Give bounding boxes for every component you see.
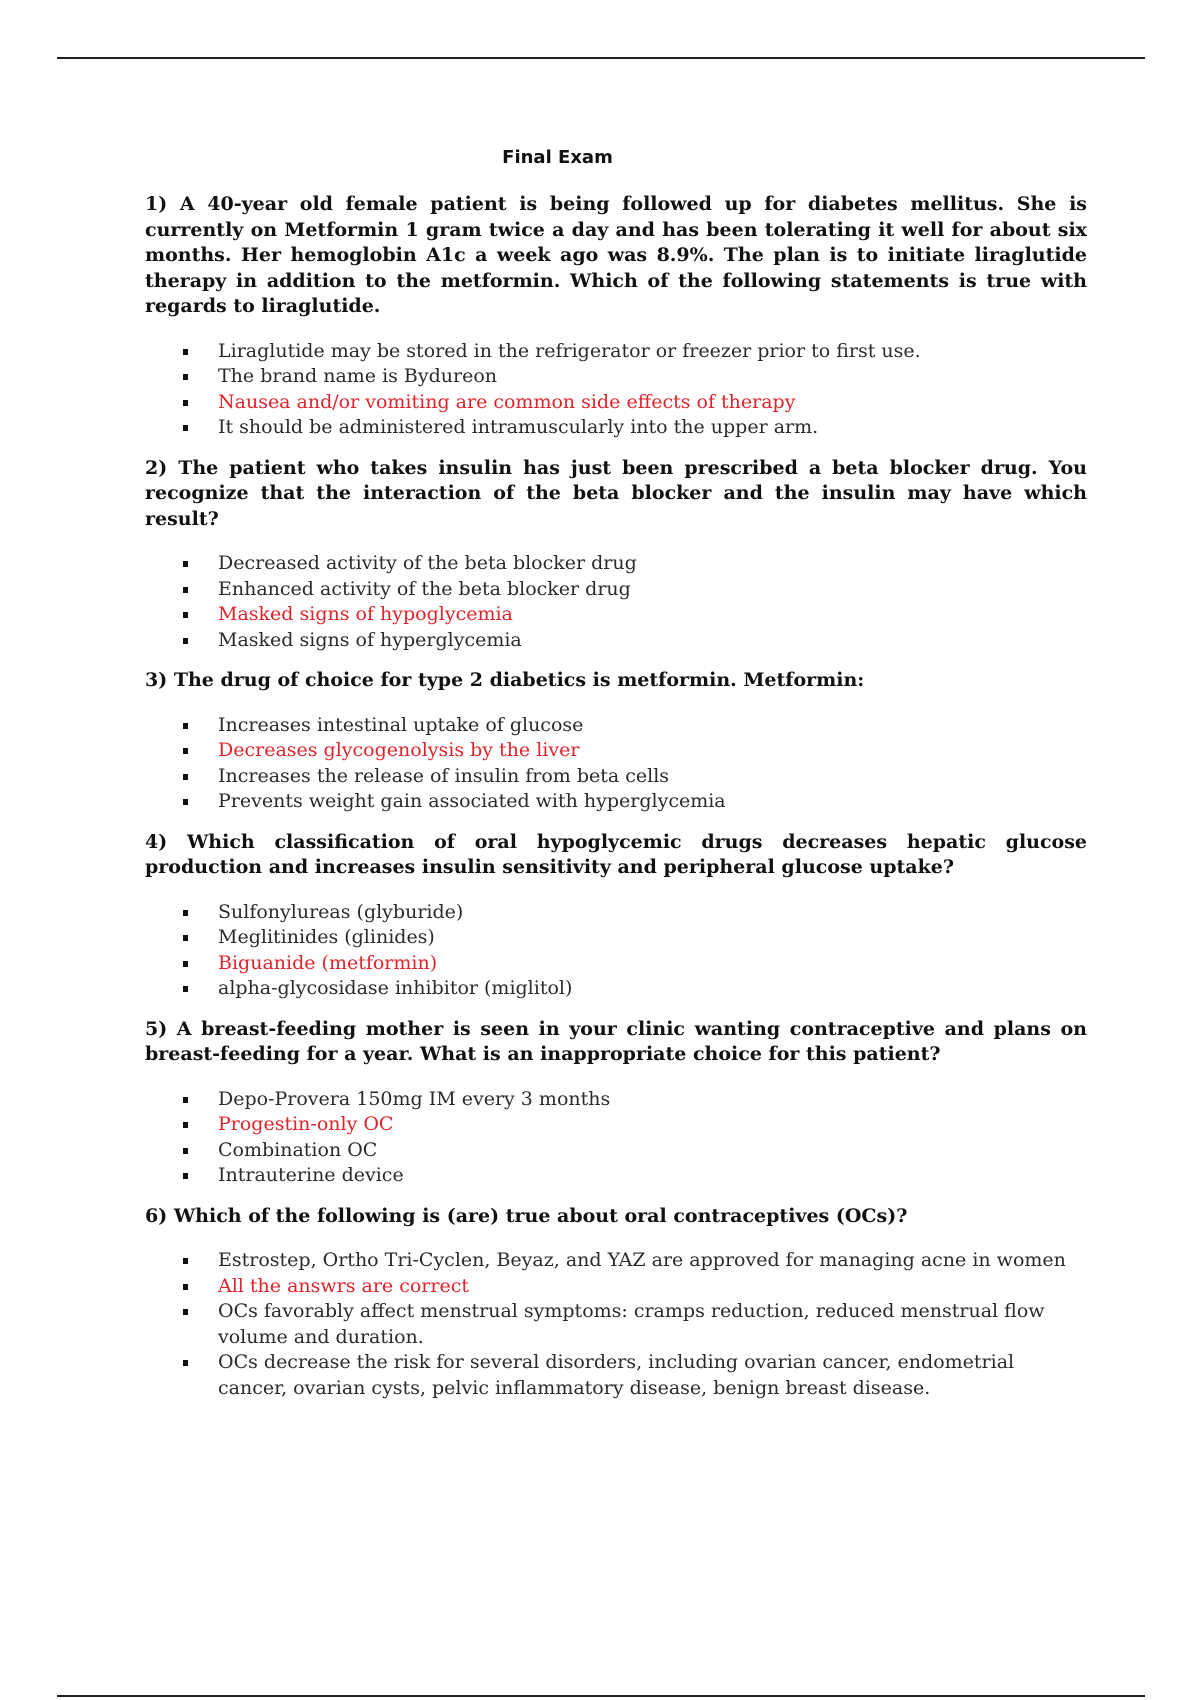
answer-option xyxy=(145,1350,1087,1401)
answer-text: Meglitinides (glinides) xyxy=(218,926,435,948)
answer-list-1 xyxy=(145,339,1087,441)
answer-option xyxy=(145,1299,1087,1350)
bullet-icon xyxy=(183,1258,188,1264)
answer-list-6 xyxy=(145,1248,1087,1401)
bottom-rule xyxy=(57,1695,1145,1697)
answer-option xyxy=(145,628,1087,654)
bullet-icon xyxy=(183,910,188,916)
answer-option xyxy=(145,789,1087,815)
question-5: 5) A breast-feeding mother is seen in your clinic wanting contraceptive and plans on breast-feeding for a year. What is an inappropriate choice for this patient? xyxy=(145,1017,1087,1065)
bullet-icon xyxy=(183,1309,188,1315)
answer-option xyxy=(145,577,1087,603)
answer-text: Intrauterine device xyxy=(218,1164,404,1186)
bullet-icon xyxy=(183,723,188,729)
bullet-icon xyxy=(183,799,188,805)
bullet-icon xyxy=(183,1284,188,1290)
answer-text: Progestin-only OC xyxy=(218,1113,394,1135)
bullet-icon xyxy=(183,587,188,593)
answer-option xyxy=(145,339,1087,365)
answer-text: Increases intestinal uptake of glucose xyxy=(218,713,584,736)
answer-option xyxy=(145,1087,1087,1113)
answer-option xyxy=(145,551,1087,577)
answer-option-correct xyxy=(145,738,1087,764)
answer-text: Decreases glycogenolysis by the liver xyxy=(218,739,580,761)
question-6: 6) Which of the following is (are) true about oral contraceptives (OCs)? xyxy=(145,1204,908,1227)
answer-text: Nausea and/or vomiting are common side effects of therapy xyxy=(218,390,796,413)
answer-option-correct xyxy=(145,1112,1087,1138)
answer-text: Depo-Provera 150mg IM every 3 months xyxy=(218,1087,611,1110)
answer-text: Liraglutide may be stored in the refrigerator or freezer prior to first use. xyxy=(218,339,921,362)
answer-option xyxy=(145,364,1087,390)
answer-option xyxy=(145,764,1087,790)
top-rule xyxy=(57,57,1145,59)
answer-text: It should be administered intramuscularly into the upper arm. xyxy=(218,416,819,438)
answer-option xyxy=(145,925,1087,951)
answer-text: Estrostep, Ortho Tri-Cyclen, Beyaz, and YAZ are approved for managing acne in women xyxy=(218,1249,1066,1271)
answer-text: The brand name is Bydureon xyxy=(218,365,498,387)
answer-text: Enhanced activity of the beta blocker drug xyxy=(218,577,631,600)
answer-option xyxy=(145,900,1087,926)
answer-option-correct xyxy=(145,390,1087,416)
bullet-icon xyxy=(183,349,188,355)
bullet-icon xyxy=(183,612,188,618)
bullet-icon xyxy=(183,774,188,780)
answer-option xyxy=(145,1248,1087,1274)
answer-list-3 xyxy=(145,713,1087,815)
answer-option-correct xyxy=(145,602,1087,628)
answer-option xyxy=(145,415,1087,441)
bullet-icon xyxy=(183,1097,188,1103)
bullet-icon xyxy=(183,425,188,431)
answer-option xyxy=(145,1138,1087,1164)
answer-text: alpha-glycosidase inhibitor (miglitol) xyxy=(218,977,573,999)
bullet-icon xyxy=(183,374,188,380)
answer-list-5 xyxy=(145,1087,1087,1189)
answer-text: OCs decrease the risk for several disorders, including ovarian cancer, endometrial cancer, ovarian cysts, pelvic inflammatory disease, benign breast disease. xyxy=(218,1351,1015,1399)
answer-option-correct xyxy=(145,951,1087,977)
bullet-icon xyxy=(183,748,188,754)
question-3: 3) The drug of choice for type 2 diabetics is metformin. Metformin: xyxy=(145,669,865,691)
answer-option xyxy=(145,1163,1087,1189)
bullet-icon xyxy=(183,1148,188,1154)
answer-text: Biguanide (metformin) xyxy=(218,951,438,974)
answer-text: All the answrs are correct xyxy=(218,1274,469,1297)
bullet-icon xyxy=(183,400,188,406)
question-2: 2) The patient who takes insulin has just been prescribed a beta blocker drug. You recognize that the interaction of the beta blocker and the insulin may have which result? xyxy=(145,456,1087,530)
bullet-icon xyxy=(183,638,188,644)
answer-text: Masked signs of hypoglycemia xyxy=(218,603,513,625)
bullet-icon xyxy=(183,1173,188,1179)
bullet-icon xyxy=(183,935,188,941)
bullet-icon xyxy=(183,1122,188,1128)
answer-list-2 xyxy=(145,551,1087,653)
bullet-icon xyxy=(183,1360,188,1366)
answer-text: Decreased activity of the beta blocker drug xyxy=(218,552,637,574)
question-1: 1) A 40-year old female patient is being followed up for diabetes mellitus. She is currently on Metformin 1 gram twice a day and has been tolerating it well for about six months. Her hemoglobin A1c a week ago was 8.9%. The plan is to initiate liraglutide therapy in addition to the metformin. Which of the following statements is true with regards to liraglutide. xyxy=(145,193,1087,317)
answer-list-4 xyxy=(145,900,1087,1002)
answer-text: Combination OC xyxy=(218,1138,378,1161)
bullet-icon xyxy=(183,961,188,967)
answer-text: Increases the release of insulin from beta cells xyxy=(218,764,670,787)
bullet-icon xyxy=(183,561,188,567)
answer-text: OCs favorably affect menstrual symptoms: cramps reduction, reduced menstrual flow volume and duration. xyxy=(218,1300,1045,1348)
answer-option-correct xyxy=(145,1274,1087,1300)
answer-text: Masked signs of hyperglycemia xyxy=(218,628,522,651)
answer-text: Prevents weight gain associated with hyperglycemia xyxy=(218,790,726,812)
question-4: 4) Which classification of oral hypoglycemic drugs decreases hepatic glucose production and increases insulin sensitivity and peripheral glucose uptake? xyxy=(145,830,1087,878)
answer-option xyxy=(145,976,1087,1002)
page-title: Final Exam xyxy=(502,147,613,168)
answer-text: Sulfonylureas (glyburide) xyxy=(218,900,464,923)
exam-content xyxy=(145,192,1087,1416)
answer-option xyxy=(145,713,1087,739)
bullet-icon xyxy=(183,986,188,992)
